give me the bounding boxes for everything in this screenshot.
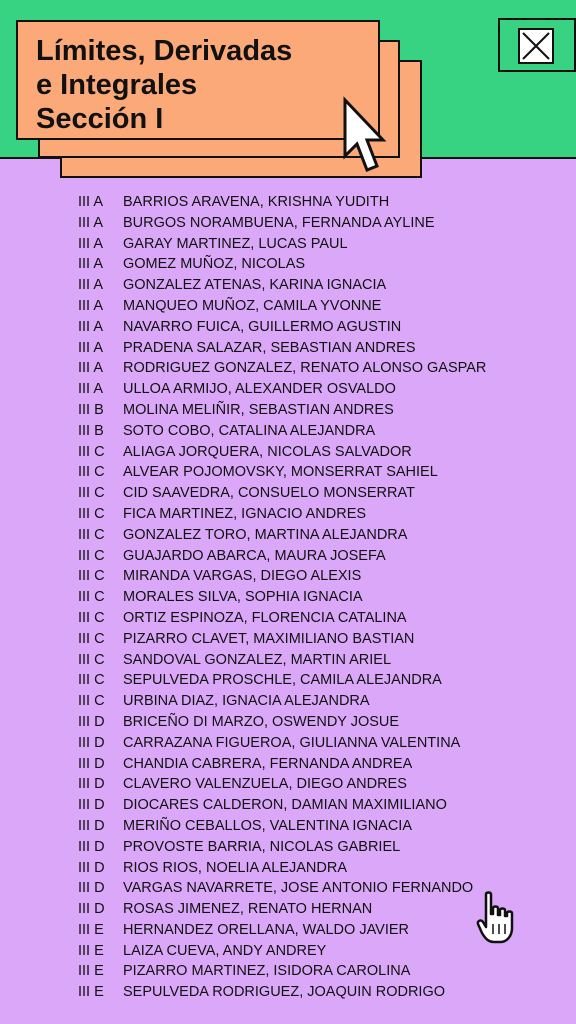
student-course: III E <box>78 984 104 1001</box>
list-item <box>78 920 486 941</box>
student-name: PRADENA SALAZAR, SEBASTIAN ANDRES <box>123 339 416 356</box>
student-name: LAIZA CUEVA, ANDY ANDREY <box>123 942 327 959</box>
student-course: III A <box>78 318 103 335</box>
student-name: MIRANDA VARGAS, DIEGO ALEXIS <box>123 568 362 585</box>
list-item <box>78 816 486 837</box>
student-course: III C <box>78 589 105 606</box>
student-course: III A <box>78 214 103 231</box>
student-course: III D <box>78 880 105 897</box>
list-item <box>78 504 486 525</box>
list-item <box>78 858 486 879</box>
student-course: III C <box>78 651 105 668</box>
student-name: ROSAS JIMENEZ, RENATO HERNAN <box>123 901 373 918</box>
student-course: III C <box>78 547 105 564</box>
list-item <box>78 546 486 567</box>
student-course: III C <box>78 568 105 585</box>
student-name: SEPULVEDA PROSCHLE, CAMILA ALEJANDRA <box>123 672 442 689</box>
student-name: CLAVERO VALENZUELA, DIEGO ANDRES <box>123 776 407 793</box>
student-course: III D <box>78 859 105 876</box>
student-course: III C <box>78 464 105 481</box>
student-name: NAVARRO FUICA, GUILLERMO AGUSTIN <box>123 318 402 335</box>
student-name: GUAJARDO ABARCA, MAURA JOSEFA <box>123 547 386 564</box>
student-course: III C <box>78 630 105 647</box>
student-course: III A <box>78 235 103 252</box>
list-item <box>78 338 486 359</box>
list-item <box>78 379 486 400</box>
student-name: BARRIOS ARAVENA, KRISHNA YUDITH <box>123 194 390 210</box>
student-name: BURGOS NORAMBUENA, FERNANDA AYLINE <box>123 214 435 231</box>
student-course: III B <box>78 401 104 418</box>
student-name: BRICEÑO DI MARZO, OSWENDY JOSUE <box>123 713 400 730</box>
student-name: RODRIGUEZ GONZALEZ, RENATO ALONSO GASPAR <box>123 360 487 377</box>
student-name: ALIAGA JORQUERA, NICOLAS SALVADOR <box>123 443 412 460</box>
list-item <box>78 234 486 255</box>
student-name: RIOS RIOS, NOELIA ALEJANDRA <box>123 859 348 876</box>
list-item <box>78 483 486 504</box>
student-name: HERNANDEZ ORELLANA, WALDO JAVIER <box>123 921 410 938</box>
student-course: III D <box>78 713 105 730</box>
list-item <box>78 754 486 775</box>
student-course: III C <box>78 485 105 502</box>
student-course: III D <box>78 776 105 793</box>
student-name: PIZARRO CLAVET, MAXIMILIANO BASTIAN <box>123 630 415 647</box>
student-name: FICA MARTINEZ, IGNACIO ANDRES <box>123 505 367 522</box>
student-name: VARGAS NAVARRETE, JOSE ANTONIO FERNANDO <box>123 880 474 897</box>
list-item <box>78 525 486 546</box>
student-name: SANDOVAL GONZALEZ, MARTIN ARIEL <box>123 651 392 668</box>
student-name: SEPULVEDA RODRIGUEZ, JOAQUIN RODRIGO <box>123 984 446 1001</box>
student-name: MANQUEO MUÑOZ, CAMILA YVONNE <box>123 297 382 314</box>
student-name: SOTO COBO, CATALINA ALEJANDRA <box>123 422 376 439</box>
student-course: III C <box>78 672 105 689</box>
list-item <box>78 878 486 899</box>
list-item <box>78 670 486 691</box>
student-course: III D <box>78 755 105 772</box>
list-item <box>78 317 486 338</box>
student-name: GONZALEZ TORO, MARTINA ALEJANDRA <box>123 526 408 543</box>
list-item <box>78 608 486 629</box>
student-name: PROVOSTE BARRIA, NICOLAS GABRIEL <box>123 838 401 855</box>
student-name: CID SAAVEDRA, CONSUELO MONSERRAT <box>123 485 415 502</box>
list-item <box>78 254 486 275</box>
list-item <box>78 837 486 858</box>
list-item <box>78 400 486 421</box>
student-name: CARRAZANA FIGUEROA, GIULIANNA VALENTINA <box>123 734 461 751</box>
student-name: CHANDIA CABRERA, FERNANDA ANDREA <box>123 755 413 772</box>
list-item <box>78 442 486 463</box>
list-item <box>78 961 486 982</box>
title-card <box>16 20 380 140</box>
student-name: GONZALEZ ATENAS, KARINA IGNACIA <box>123 277 387 294</box>
list-item <box>78 213 486 234</box>
list-item <box>78 795 486 816</box>
student-course: III C <box>78 505 105 522</box>
student-course: III C <box>78 443 105 460</box>
student-course: III B <box>78 422 104 439</box>
close-button[interactable] <box>498 18 576 72</box>
list-item <box>78 462 486 483</box>
close-window-icon[interactable] <box>518 28 554 64</box>
student-list <box>78 192 486 1003</box>
list-item <box>78 774 486 795</box>
list-item <box>78 650 486 671</box>
student-name: ULLOA ARMIJO, ALEXANDER OSVALDO <box>123 381 396 398</box>
hand-pointer-icon <box>476 890 524 946</box>
student-course: III E <box>78 942 104 959</box>
list-item <box>78 712 486 733</box>
student-course: III E <box>78 921 104 938</box>
student-course: III D <box>78 734 105 751</box>
student-course: III C <box>78 526 105 543</box>
student-name: PIZARRO MARTINEZ, ISIDORA CAROLINA <box>123 963 411 980</box>
student-course: III A <box>78 297 103 314</box>
student-name: GARAY MARTINEZ, LUCAS PAUL <box>123 235 348 252</box>
list-item <box>78 691 486 712</box>
list-item <box>78 629 486 650</box>
list-item <box>78 587 486 608</box>
list-item <box>78 982 486 1003</box>
student-course: III C <box>78 609 105 626</box>
student-course: III A <box>78 360 103 377</box>
list-item <box>78 275 486 296</box>
list-item <box>78 296 486 317</box>
student-name: DIOCARES CALDERON, DAMIAN MAXIMILIANO <box>123 797 447 814</box>
student-course: III D <box>78 817 105 834</box>
student-course: III A <box>78 194 103 210</box>
student-course: III A <box>78 381 103 398</box>
list-item <box>78 421 486 442</box>
list-item <box>78 566 486 587</box>
student-course: III C <box>78 693 105 710</box>
student-name: GOMEZ MUÑOZ, NICOLAS <box>123 256 306 273</box>
student-course: III E <box>78 963 104 980</box>
student-name: ALVEAR POJOMOVSKY, MONSERRAT SAHIEL <box>123 464 438 481</box>
page-title: Límites, Derivadas e Integrales Sección I <box>36 35 293 135</box>
student-name: ORTIZ ESPINOZA, FLORENCIA CATALINA <box>123 609 407 626</box>
student-name: MOLINA MELIÑIR, SEBASTIAN ANDRES <box>123 401 394 418</box>
list-item <box>78 941 486 962</box>
student-course: III A <box>78 339 103 356</box>
student-course: III A <box>78 256 103 273</box>
student-course: III D <box>78 838 105 855</box>
list-item <box>78 733 486 754</box>
student-name: MERIÑO CEBALLOS, VALENTINA IGNACIA <box>123 817 413 834</box>
arrow-cursor-icon <box>341 96 389 178</box>
list-item <box>78 192 486 213</box>
student-name: MORALES SILVA, SOPHIA IGNACIA <box>123 589 363 606</box>
student-name: URBINA DIAZ, IGNACIA ALEJANDRA <box>123 693 370 710</box>
student-course: III D <box>78 797 105 814</box>
list-item <box>78 358 486 379</box>
list-item <box>78 899 486 920</box>
student-course: III D <box>78 901 105 918</box>
student-course: III A <box>78 277 103 294</box>
